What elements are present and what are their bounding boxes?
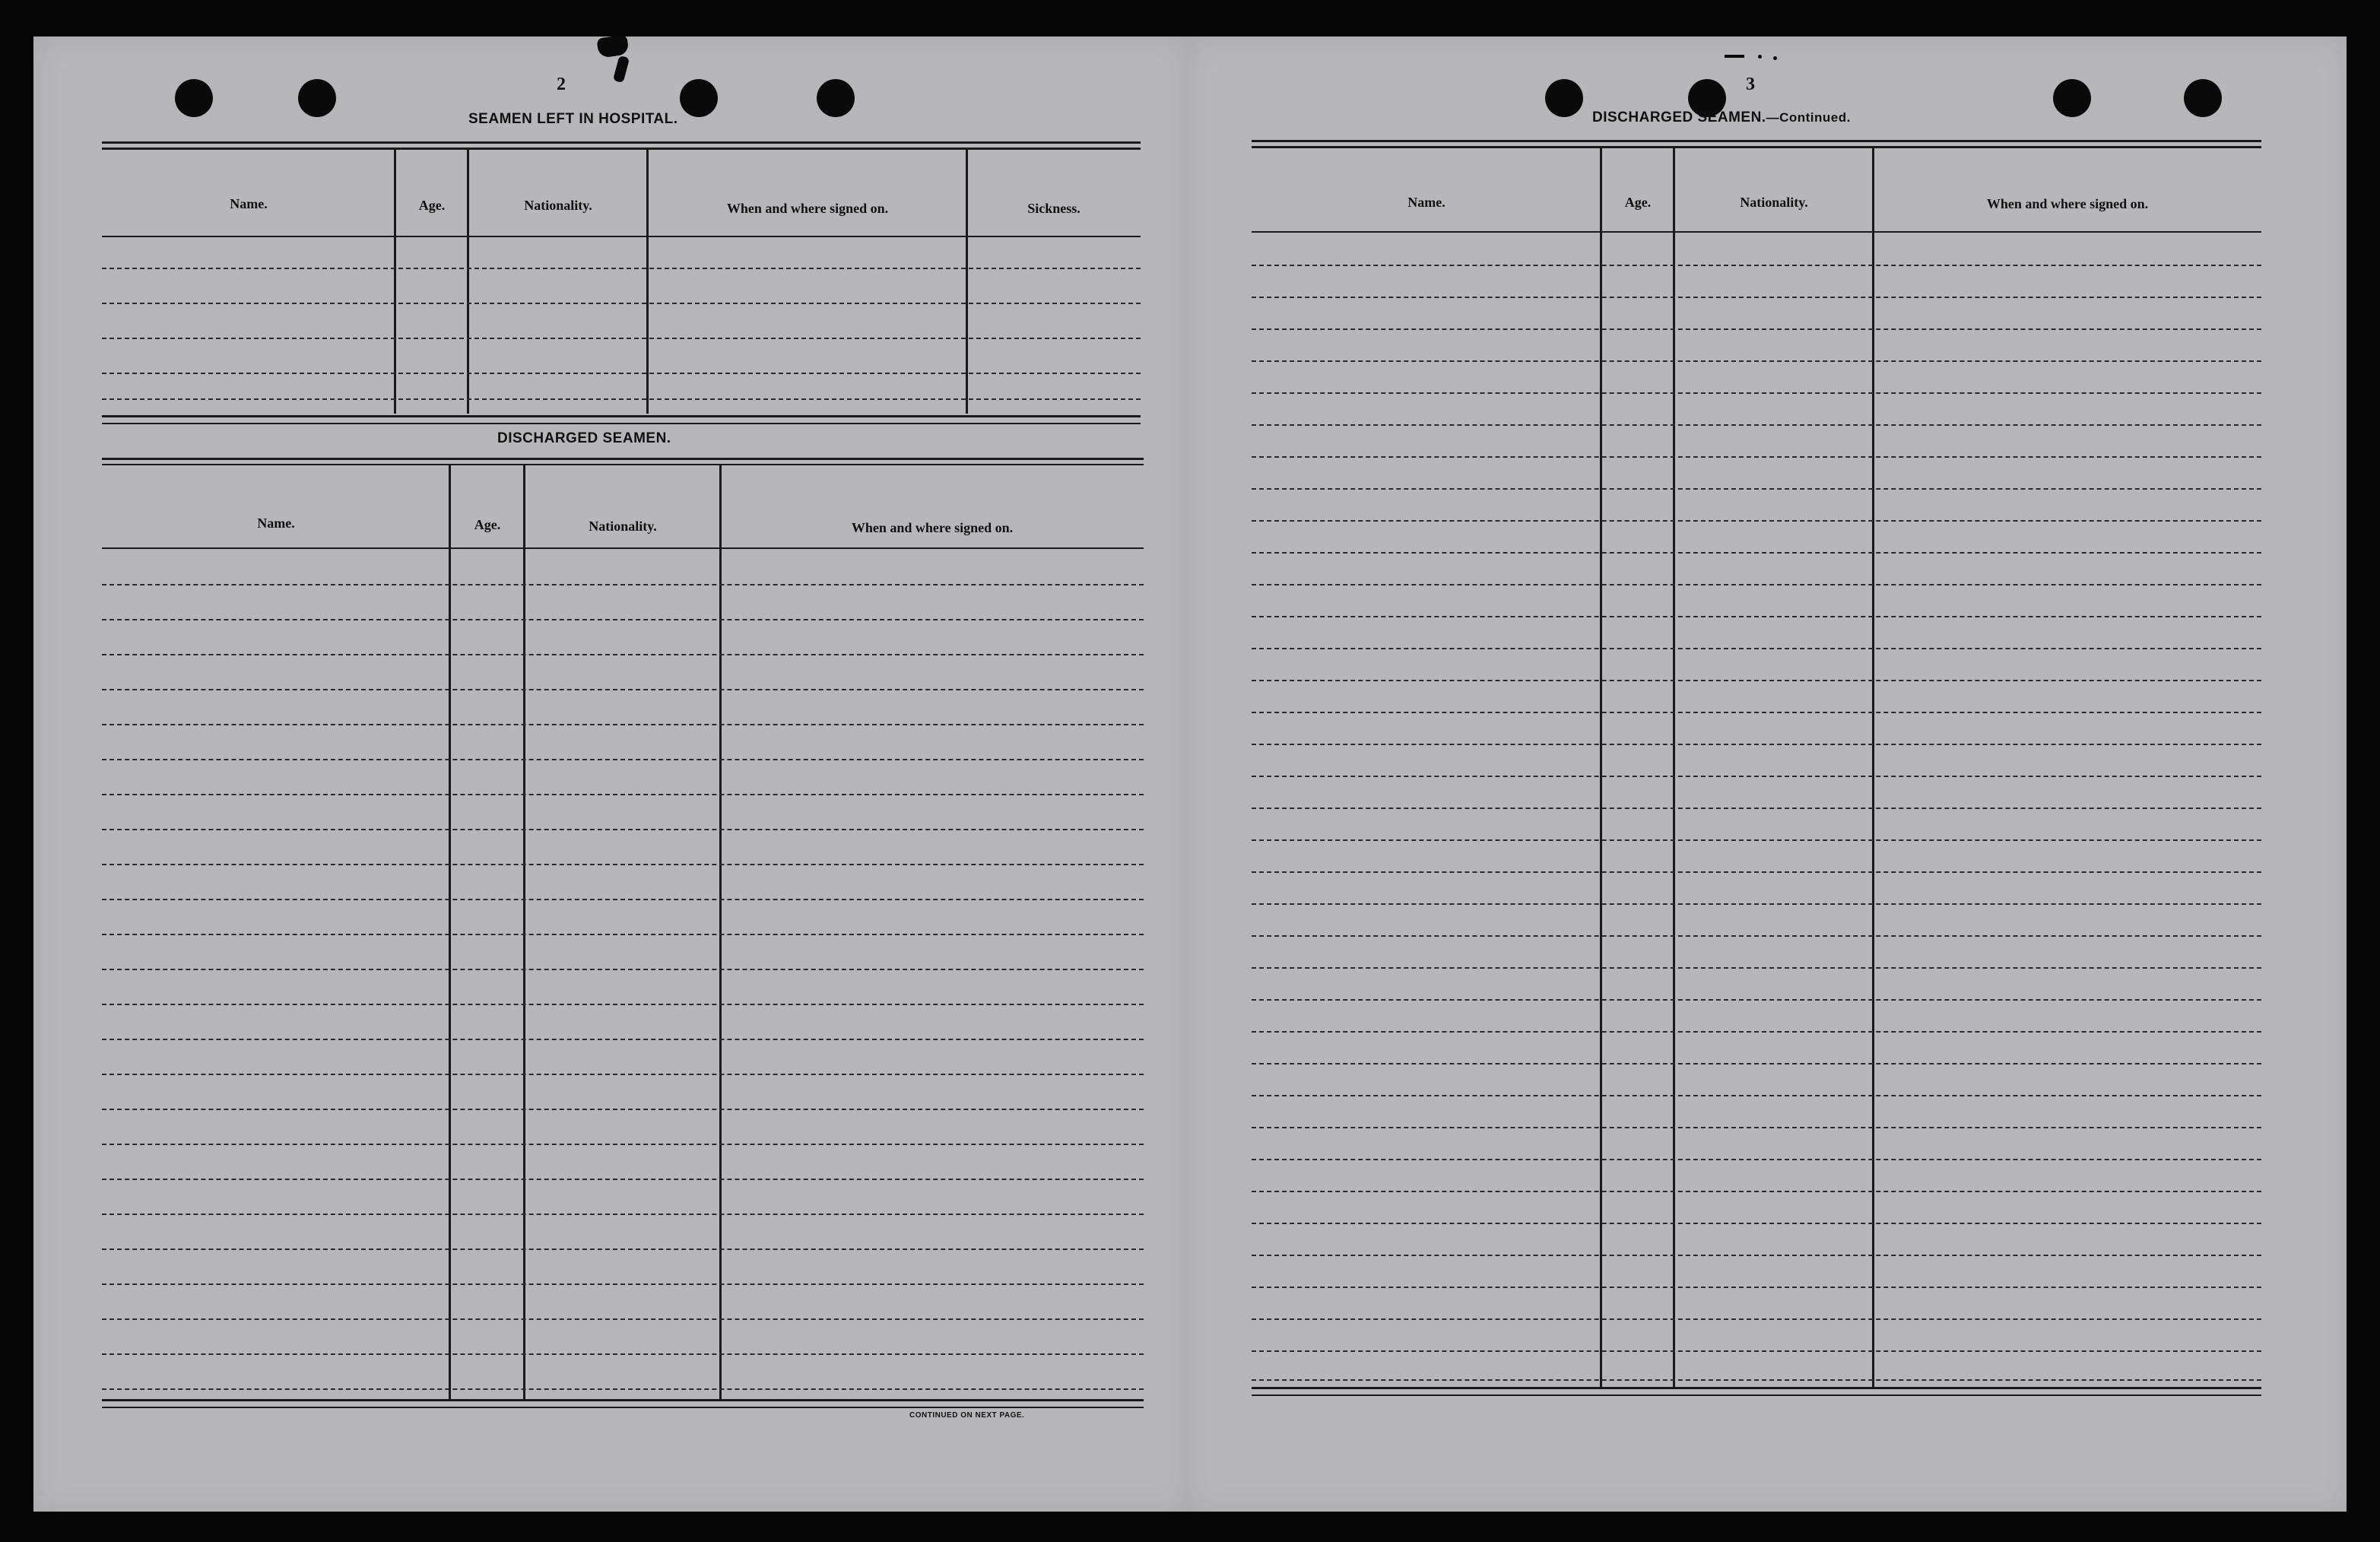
binder-hole <box>2184 79 2222 117</box>
hospital-col-sickness: Sickness. <box>1027 201 1081 216</box>
binder-hole <box>2053 79 2091 117</box>
hospital-section-title: SEAMEN LEFT IN HOSPITAL. <box>468 111 678 127</box>
ink-mark <box>1725 55 1744 58</box>
hospital-col-nationality: Nationality. <box>524 198 592 213</box>
discharged-continued-title <box>1592 109 1851 126</box>
hospital-col-signed-on: When and where signed on. <box>726 201 889 216</box>
continued-footer: CONTINUED ON NEXT PAGE. <box>909 1411 1025 1420</box>
page-number: 2 <box>557 75 566 94</box>
ink-mark <box>596 36 629 59</box>
ink-mark <box>613 56 630 83</box>
ink-mark <box>1758 55 1762 59</box>
binder-hole <box>680 79 718 117</box>
binder-hole <box>817 79 855 117</box>
hospital-col-age: Age. <box>418 198 446 213</box>
discharged-continued-table <box>1252 140 2261 1443</box>
discharged-col-signed-on: When and where signed on. <box>851 520 1014 535</box>
binder-hole <box>175 79 213 117</box>
page-number: 3 <box>1746 75 1755 94</box>
binder-hole <box>1545 79 1583 117</box>
discharged-cont-col-nationality: Nationality. <box>1740 195 1808 210</box>
binder-hole <box>298 79 336 117</box>
ink-mark <box>1773 56 1777 60</box>
discharged-continued-title-suffix: —Continued. <box>1766 110 1851 125</box>
right-page <box>1188 36 2347 1512</box>
left-page <box>33 36 1188 1512</box>
discharged-cont-col-signed-on: When and where signed on. <box>1986 196 2149 211</box>
hospital-table <box>102 141 1141 459</box>
discharged-col-age: Age. <box>474 517 501 532</box>
hospital-col-name: Name. <box>230 196 268 211</box>
discharged-cont-col-name: Name. <box>1407 195 1445 210</box>
discharged-cont-col-age: Age. <box>1624 195 1652 210</box>
discharged-section-title: DISCHARGED SEAMEN. <box>497 430 671 446</box>
discharged-col-nationality: Nationality. <box>589 519 657 534</box>
discharged-table <box>102 458 1144 1446</box>
discharged-continued-title-main: DISCHARGED SEAMEN. <box>1592 109 1766 125</box>
discharged-col-name: Name. <box>257 516 295 531</box>
